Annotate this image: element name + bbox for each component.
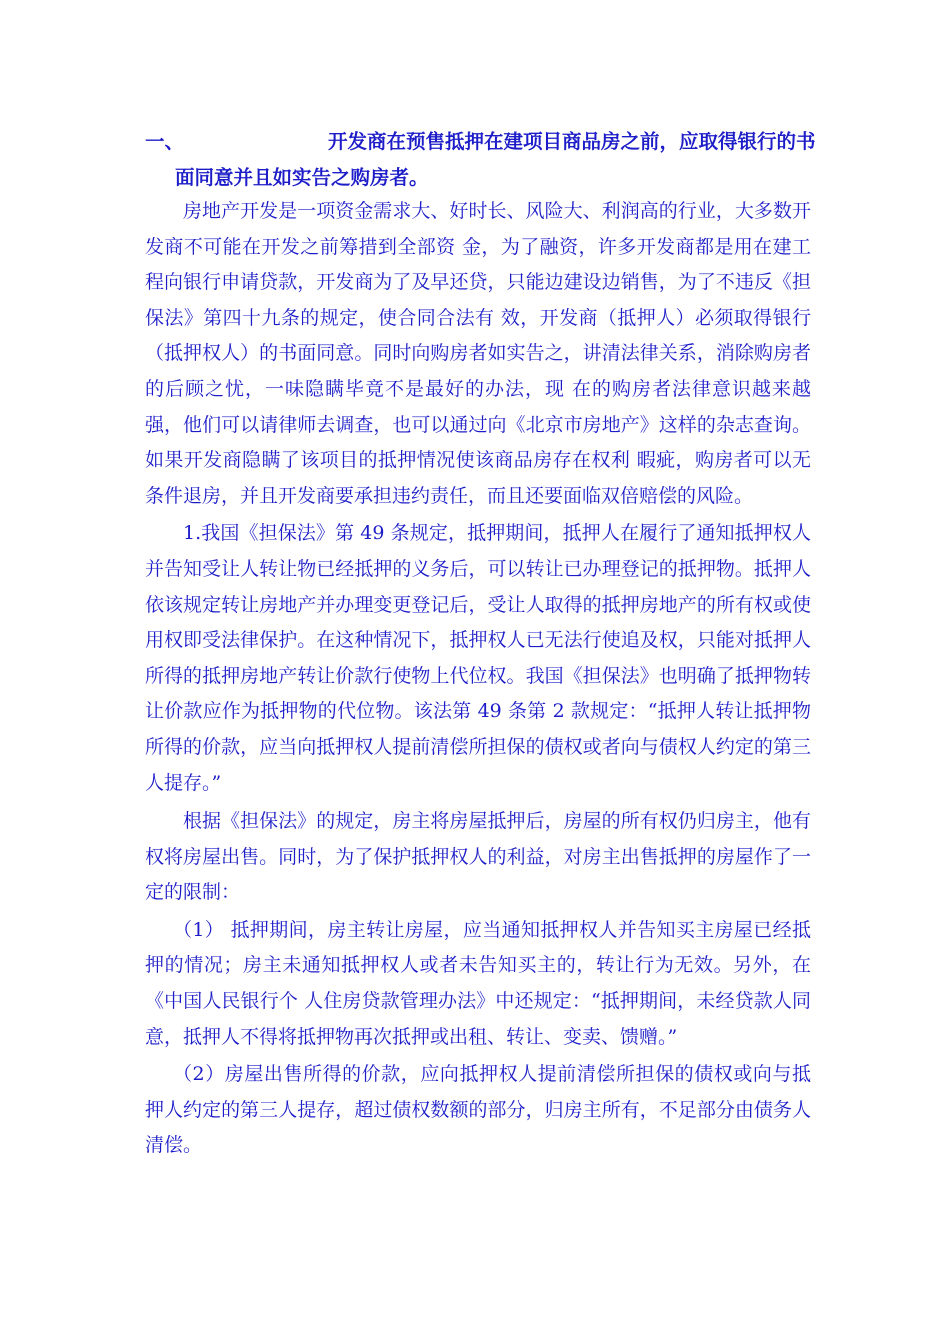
paragraph-item-1: （1） 抵押期间，房主转让房屋，应当通知抵押权人并告知买主房屋已经抵押的情况；房主未通知抵押权人或者未告知买主的，转让行为无效。另外，在《中国人民银行个 人住房贷款管理办法》中还规定：“抵押期间，未经贷款人同意，抵押人不得将抵押物再次抵押或出租、转让、变卖、馈赠。” bbox=[145, 918, 811, 1048]
body-text bbox=[145, 194, 811, 1164]
heading-title-line-2: 面同意并且如实告之购房者。 bbox=[175, 166, 429, 189]
paragraph-intro: 房地产开发是一项资金需求大、好时长、风险大、利润高的行业，大多数开发商不可能在开发之前筹措到全部资 金，为了融资，许多开发商都是用在建工程向银行申请贷款，开发商为了及早还贷，只能边建设边销售，为了不违反《担保法》第四十九条的规定，使合同合法有 效，开发商（抵押人）必须取得银行（抵押权人）的书面同意。同时向购房者如实告之，讲清法律关系，消除购房者的后顾之忧，一味隐瞒毕竟不是最好的办法，现 在的购房者法律意识越来越强，他们可以请律师去调查，也可以通过向《北京市房地产》这样的杂志查询。如果开发商隐瞒了该项目的抵押情况使该商品房存在权利 暇疵，购房者可以无条件退房，并且开发商要承担违约责任，而且还要面临双倍赔偿的风险。 bbox=[145, 200, 811, 507]
heading-title-line-1: 开发商在预售抵押在建项目商品房之前，应取得银行的书 bbox=[328, 130, 816, 153]
paragraph-item-2: （2）房屋出售所得的价款，应向抵押权人提前清偿所担保的债权或向与抵押人约定的第三人提存，超过债权数额的部分，归房主所有，不足部分由债务人清偿。 bbox=[145, 1063, 811, 1157]
paragraph-law-article-49: 1.我国《担保法》第 49 条规定，抵押期间，抵押人在履行了通知抵押权人并告知受让人转让物已经抵押的义务后，可以转让已办理登记的抵押物。抵押人依该规定转让房地产并办理变更登记后，受让人取得的抵押房地产的所有权或使用权即受法律保护。在这种情况下，抵押权人已无法行使追及权，只能对抵押人所得的抵押房地产转让价款行使物上代位权。我国《担保法》也明确了抵押物转让价款应作为抵押物的代位物。该法第 49 条第 2 款规定：“抵押人转让抵押物所得的价款，应当向抵押权人提前清偿所担保的债权或者向与债权人约定的第三人提存。” bbox=[145, 522, 811, 794]
paragraph-guarantee-law: 根据《担保法》的规定，房主将房屋抵押后，房屋的所有权仍归房主，他有权将房屋出售。同时，为了保护抵押权人的利益，对房主出售抵押的房屋作了一定的限制： bbox=[145, 810, 811, 904]
heading-number: 一、 bbox=[145, 130, 185, 153]
